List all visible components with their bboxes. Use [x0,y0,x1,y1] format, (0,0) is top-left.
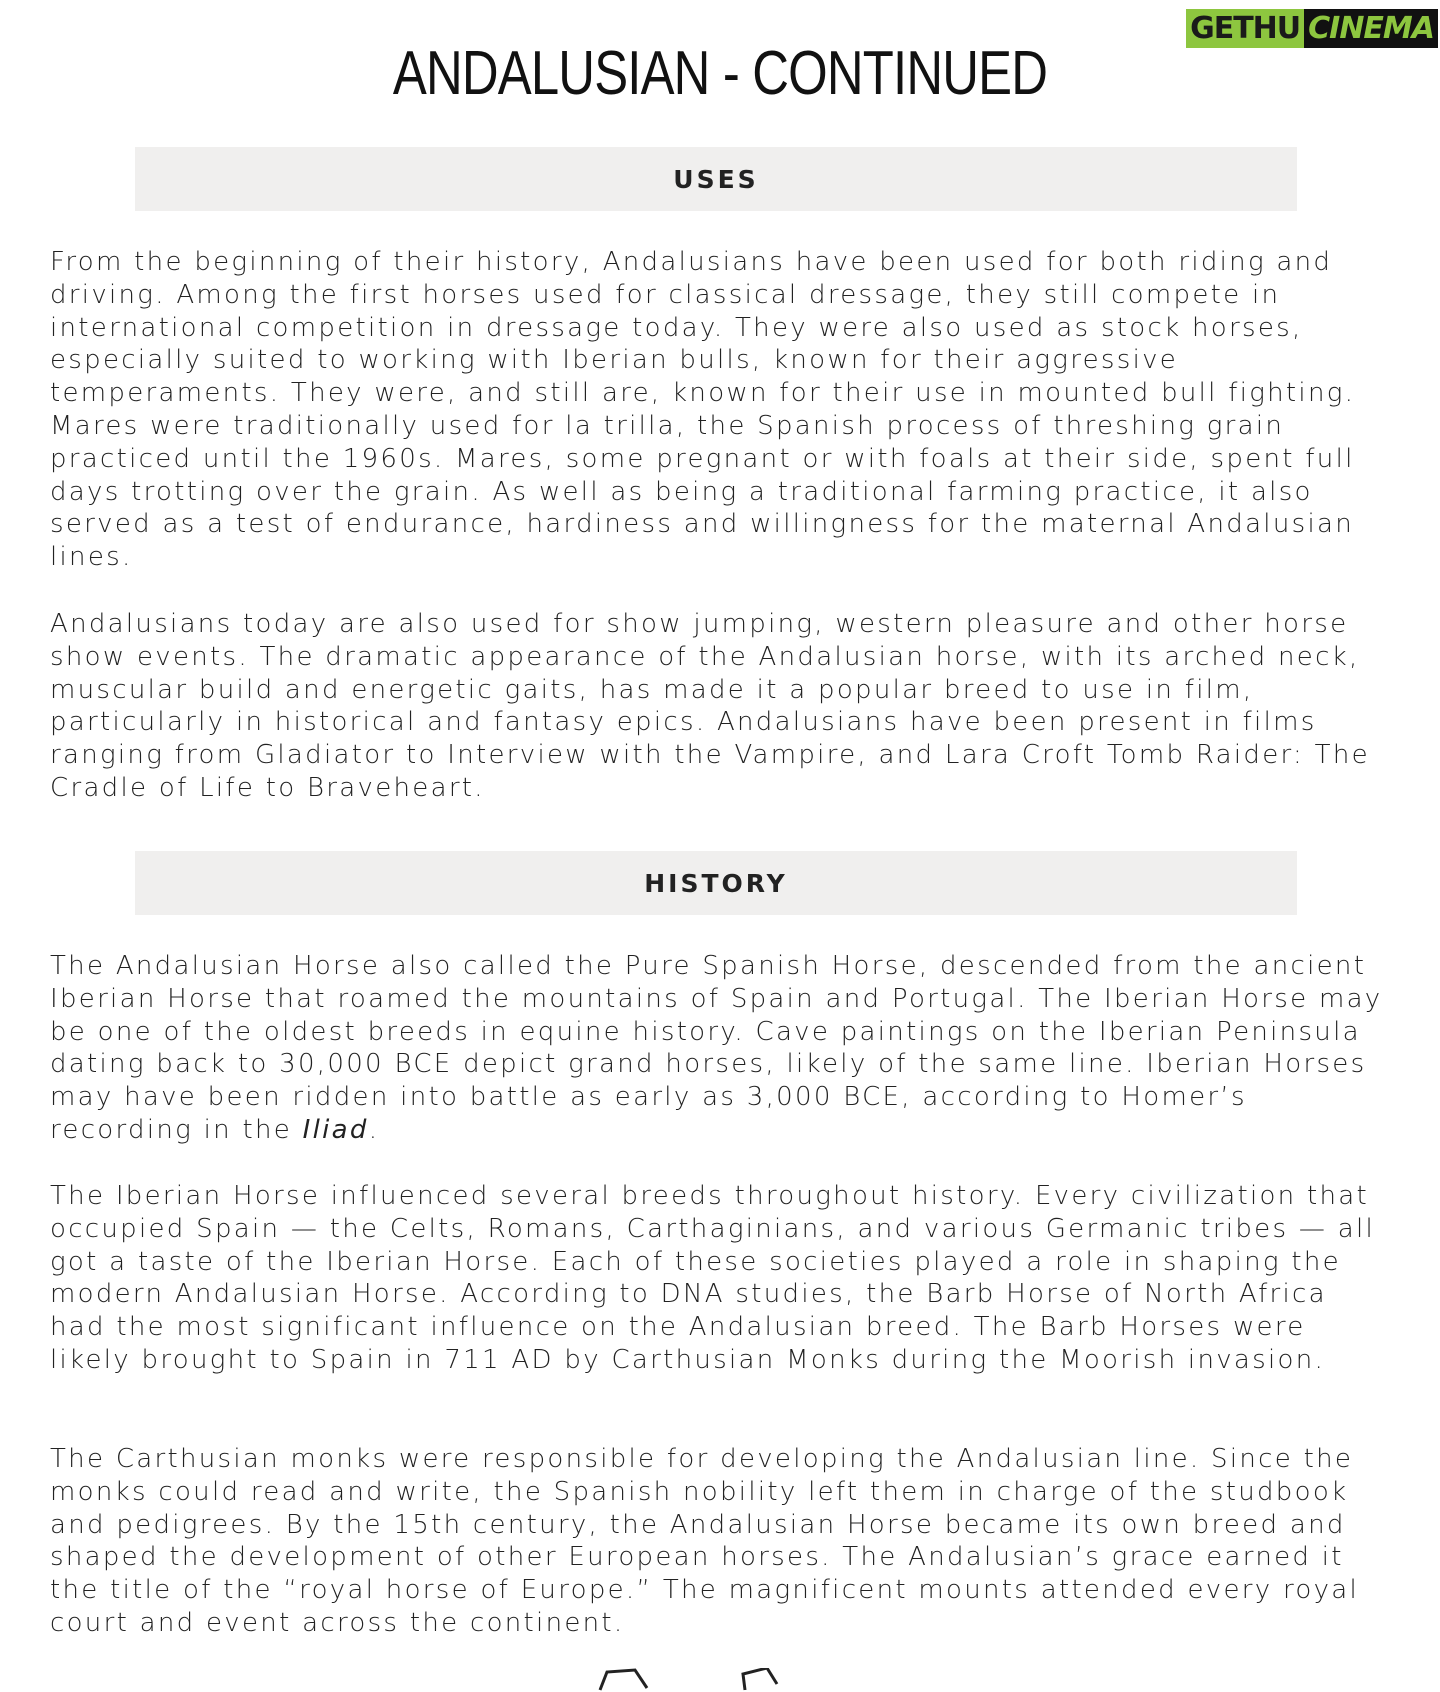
iliad-title: Iliad [302,1114,369,1145]
watermark-part2: CINEMA [1304,9,1438,48]
history-paragraph-3: The Carthusian monks were responsible for developing the Andalusian line. Since the monks could read and write, the Spanish nobility left them in charge of the studbook and pedigrees. By the 15th century, the Andalusian Horse became its own breed and shaped the development of other European horses. The Andalusian’s grace earned it the title of the “royal horse of Europe.” The magnificent mounts attended every royal court and event across the continent. [50,1444,1360,1638]
uses-heading: USES [673,164,759,194]
history-paragraph-1 [50,950,1390,1147]
uses-paragraph-1: From the beginning of their history, Andalusians have been used for both riding and driving. Among the first horses used for classical dressage, they still compete in international competition in dressage today. They were also used as stock horses, especially suited to working with Iberian bulls, known for their aggressive temperaments. They were, and still are, known for their use in mounted bull fighting. Mares were traditionally used for la trilla, the Spanish process of threshing grain practiced until the 1960s. Mares, some pregnant or with foals at their side, spent full days trotting over the grain. As well as being a traditional farming practice, it also served as a test of endurance, hardiness and willingness for the maternal Andalusian lines. [50,247,1356,573]
page-title: ANDALUSIAN - CONTINUED [392,39,1048,108]
history-paragraph-1-end: . [368,1114,380,1145]
uses-section-header [135,147,1297,211]
history-paragraph-1-text: The Andalusian Horse also called the Pure Spanish Horse, descended from the ancient Iberian Horse that roamed the mountains of Spain and Portugal. The Iberian Horse may be one of the oldest breeds in equine history. Cave paintings on the Iberian Peninsula dating back to 30,000 BCE depict grand horses, likely of the same line. Iberian Horses may have been ridden into battle as early as 3,000 BCE, according to Homer’s recording in the [50,951,1383,1145]
history-heading: HISTORY [644,868,788,898]
history-paragraph-2: The Iberian Horse influenced several breeds throughout history. Every civilization that occupied Spain — the Celts, Romans, Carthaginians, and various Germanic tribes — all got a taste of the Iberian Horse. Each of these societies played a role in shaping the modern Andalusian Horse. According to DNA studies, the Barb Horse of North Africa had the most significant influence on the Andalusian breed. The Barb Horses were likely brought to Spain in 711 AD by Carthusian Monks during the Moorish invasion. [50,1181,1375,1375]
decorative-icon [595,1668,815,1692]
watermark-part1: GETHU [1186,9,1304,48]
history-section-header [135,851,1297,915]
uses-paragraph-2: Andalusians today are also used for show jumping, western pleasure and other horse show events. The dramatic appearance of the Andalusian horse, with its arched neck, muscular build and energetic gaits, has made it a popular breed to use in film, particularly in historical and fantasy epics. Andalusians have been present in films ranging from Gladiator to Interview with the Vampire, and Lara Croft Tomb Raider: The Cradle of Life to Braveheart. [50,609,1370,803]
